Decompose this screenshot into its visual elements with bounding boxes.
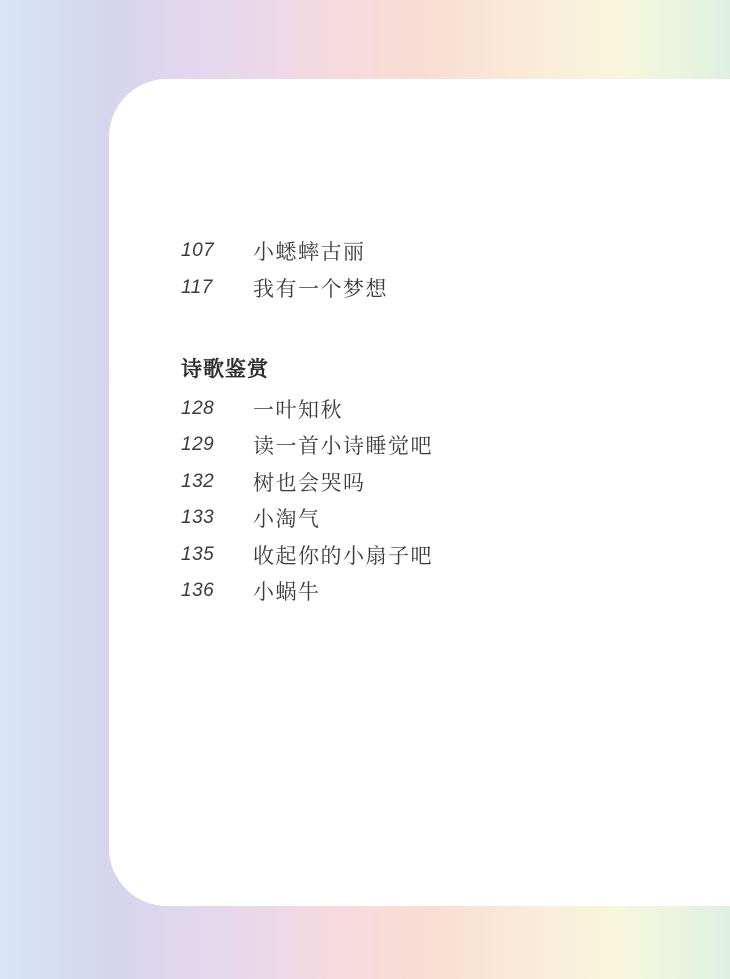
toc-item-title: 小淘气 [253,508,321,532]
toc-section [181,233,433,306]
toc-item [181,500,433,537]
toc-item-title: 树也会哭吗 [253,471,366,495]
toc-item-title: 我有一个梦想 [253,277,388,301]
toc-item-title: 小蜗牛 [253,581,321,605]
toc-item [181,391,433,428]
contents-page-card [109,79,730,906]
toc-item-title: 一叶知秋 [253,398,343,422]
toc-page-number: 135 [181,543,215,565]
toc-item [181,427,433,464]
toc-page-number: 117 [181,276,213,298]
toc-page-number: 133 [181,507,215,529]
section-header: 诗歌鉴赏 [181,358,269,382]
toc-item [181,537,433,574]
toc-page-number: 136 [181,580,215,602]
toc-item [181,270,433,307]
toc-item [181,464,433,501]
toc-item-title: 收起你的小扇子吧 [253,544,433,568]
toc-section [181,350,433,610]
toc-page-number: 107 [181,240,215,262]
toc-page-number: 128 [181,397,215,419]
toc-item-title: 读一首小诗睡觉吧 [253,435,433,459]
toc-item [181,573,433,610]
toc-page-number: 129 [181,434,215,456]
toc-item-title: 小蟋蟀古丽 [253,241,366,265]
toc-item [181,233,433,270]
table-of-contents [181,233,433,610]
toc-page-number: 132 [181,470,215,492]
